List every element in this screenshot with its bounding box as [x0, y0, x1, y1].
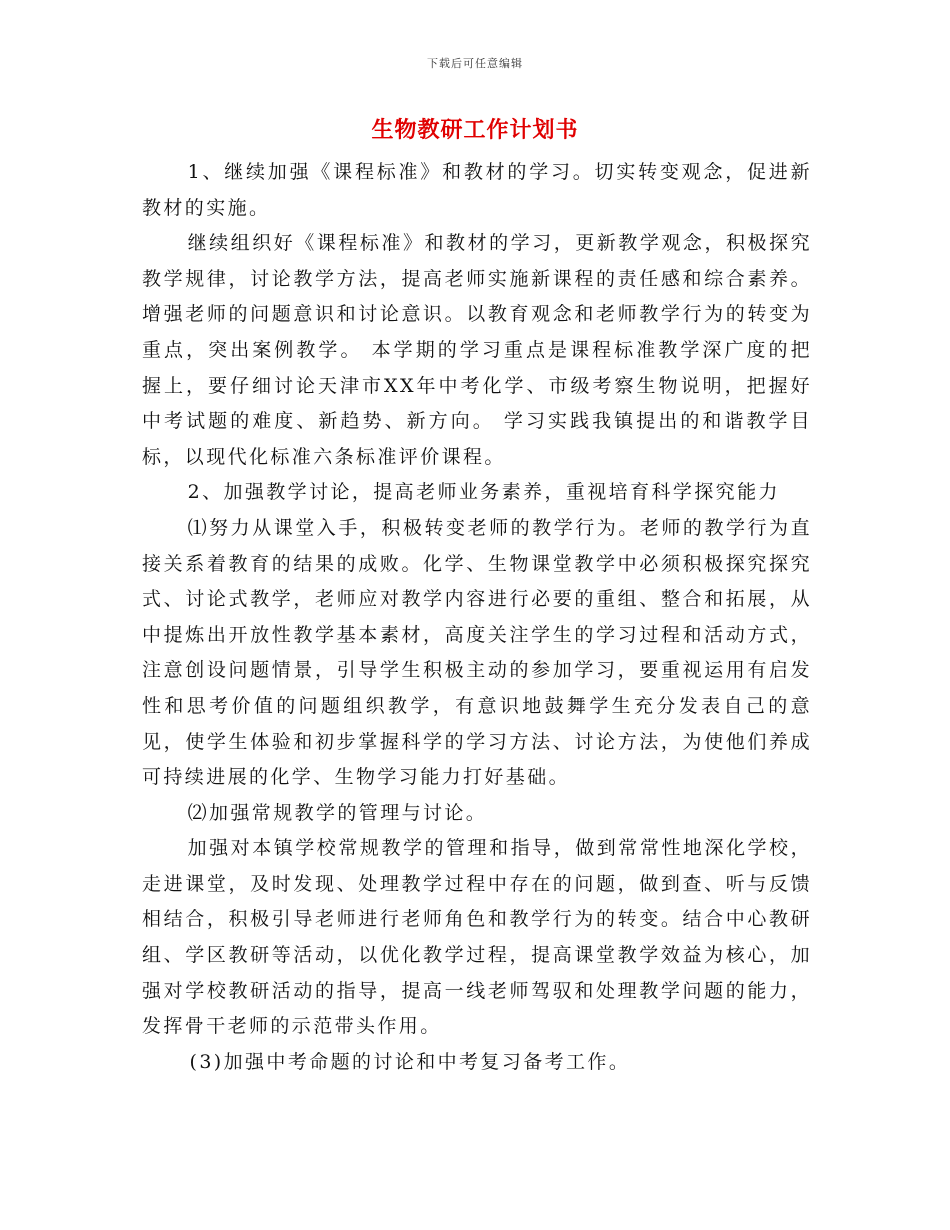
paragraph-item-2-body: 加强对本镇学校常规教学的管理和指导，做到常常性地深化学校，走进课堂，及时发现、处理教学过程中存在的问题，做到查、听与反馈相结合，积极引导老师进行老师角色和教学行为的转变。结合中心教研组、学区教研等活动，以优化教学过程，提高课堂教学效益为核心，加强对学校教研活动的指导，提高一线老师驾驭和处理教学问题的能力，发挥骨干老师的示范带头作用。	[142, 837, 812, 1038]
paragraph-section-2-heading: 2、加强教学讨论，提高老师业务素养，重视培育科学探究能力	[187, 481, 780, 504]
paragraph-section-1-body: 继续组织好《课程标准》和教材的学习，更新教学观念，积极探究教学规律，讨论教学方法，提高老师实施新课程的责任感和综合素养。增强老师的问题意识和讨论意识。以教育观念和老师教学行为的转变为重点，突出案例教学。 本学期的学习重点是课程标准教学深广度的把握上，要仔细讨论天津市XX年中考化学、市级考察生物说明，把握好中考试题的难度、新趋势、新方向。 学习实践我镇提出的和谐教学目标，以现代化标准六条标准评价课程。	[142, 232, 812, 468]
paragraph-item-1: ⑴努力从课堂入手，积极转变老师的教学行为。老师的教学行为直接关系着教育的结果的成败。化学、生物课堂教学中必须积极探究探究式、讨论式教学，老师应对教学内容进行必要的重组、整合和拓展，从中提炼出开放性教学基本素材，高度关注学生的学习过程和活动方式，注意创设问题情景，引导学生积极主动的参加学习，要重视运用有启发性和思考价值的问题组织教学，有意识地鼓舞学生充分发表自己的意见，使学生体验和初步掌握科学的学习方法、讨论方法，为使他们养成可持续进展的化学、生物学习能力打好基础。	[142, 516, 812, 789]
paragraph-item-3-heading: (3)加强中考命题的讨论和中考复习备考工作。	[189, 1050, 631, 1073]
header-note: 下载后可任意编辑	[427, 57, 523, 70]
paragraph-section-1-heading: 1、继续加强《课程标准》和教材的学习。切实转变观念，促进新教材的实施。	[142, 161, 812, 219]
document-title: 生物教研工作计划书	[371, 117, 579, 143]
document-body	[142, 155, 812, 1080]
paragraph-item-2-heading: ⑵加强常规教学的管理与讨论。	[187, 801, 488, 824]
